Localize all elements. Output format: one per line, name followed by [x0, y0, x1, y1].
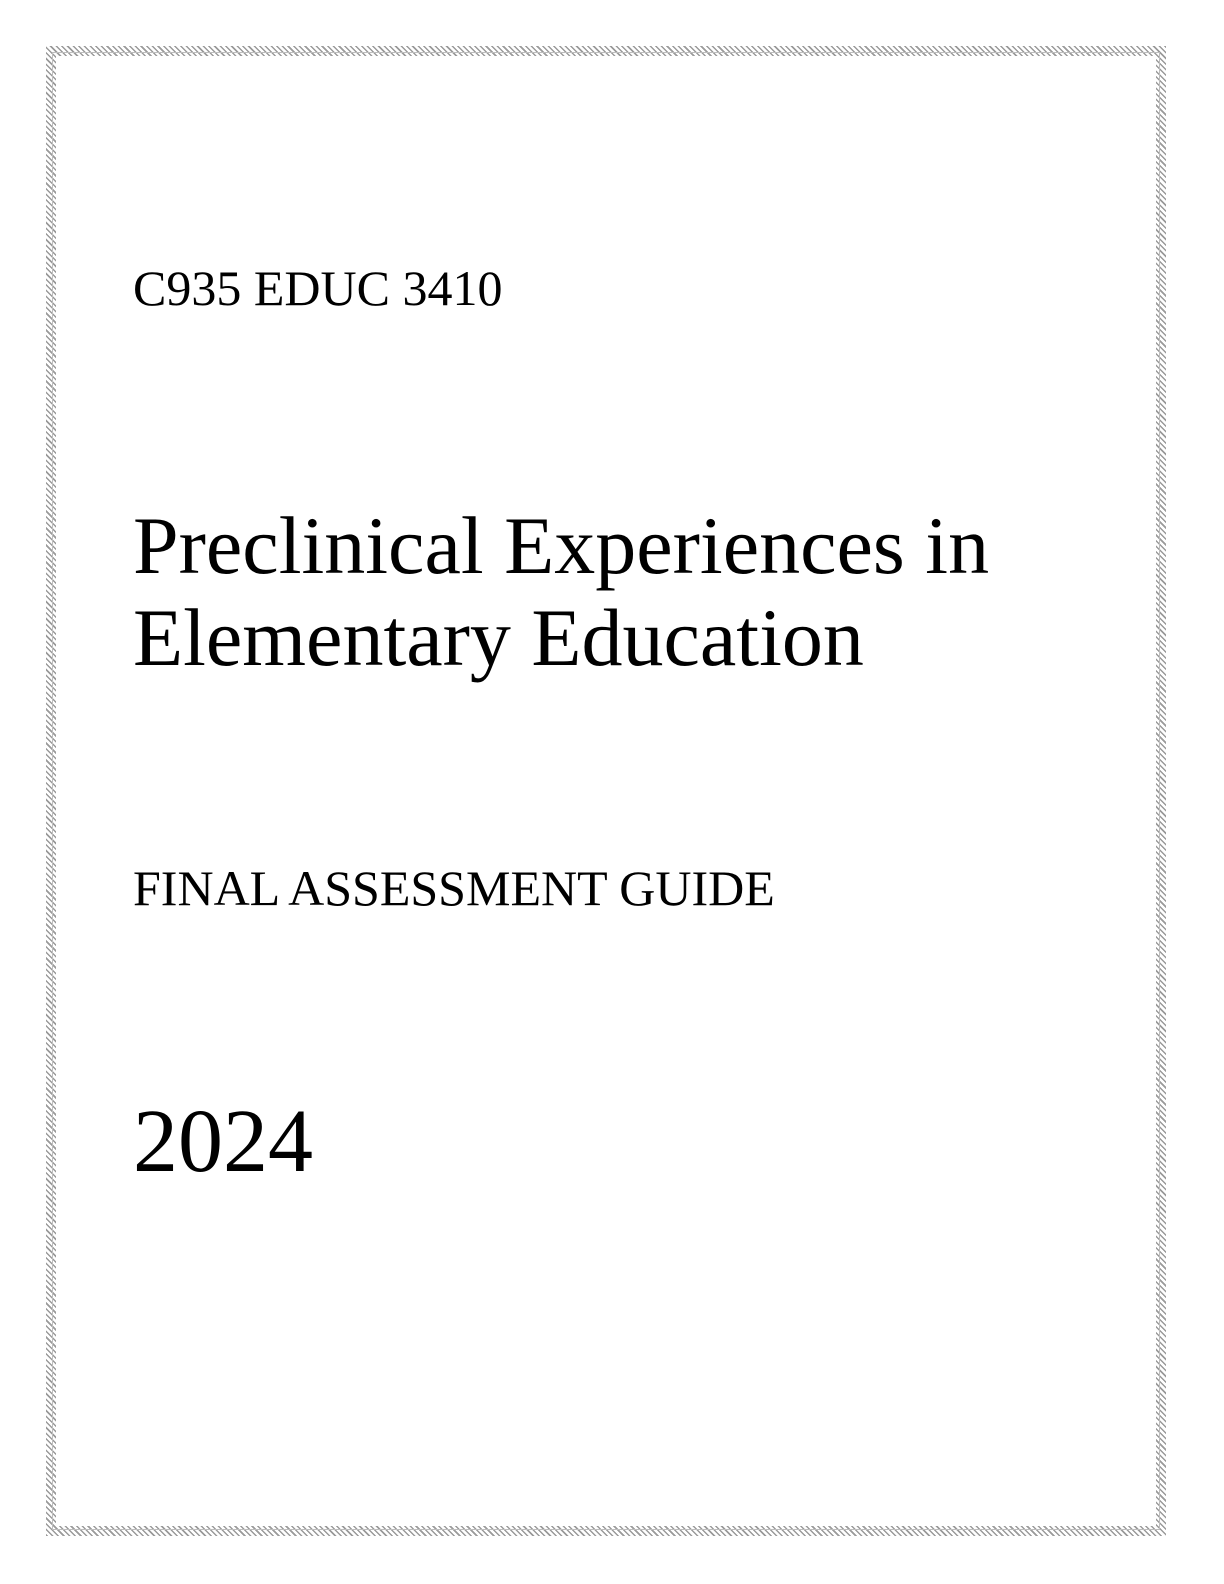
course-title-line-1: Preclinical Experiences in — [133, 500, 990, 591]
course-title — [133, 500, 1133, 684]
course-code: C935 EDUC 3410 — [133, 260, 503, 316]
document-type: FINAL ASSESSMENT GUIDE — [133, 860, 775, 916]
course-title-line-2: Elementary Education — [133, 592, 864, 683]
document-year: 2024 — [133, 1092, 313, 1191]
